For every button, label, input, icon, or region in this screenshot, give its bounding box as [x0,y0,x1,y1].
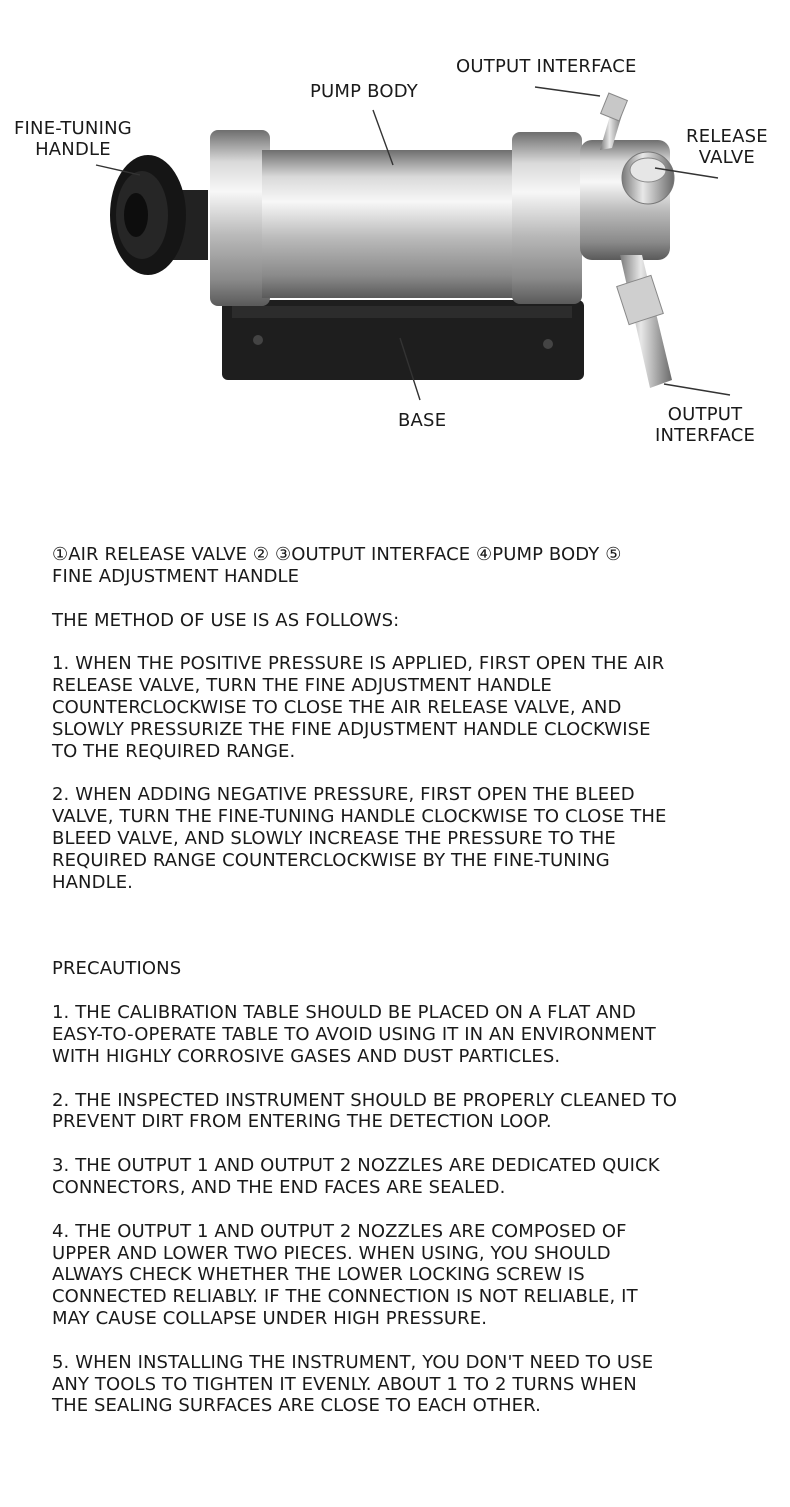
method-heading: THE METHOD OF USE IS AS FOLLOWS: [52,609,400,631]
method-step-1: 1. WHEN THE POSITIVE PRESSURE IS APPLIED, FIRST OPEN THE AIR RELEASE VALVE, TURN THE FINE ADJUSTMENT HANDLE COUNTERCLOCKWISE TO CLOSE THE AIR RELEASE VALVE, AND SLOWLY PRESSURIZE THE FINE ADJUSTMENT HANDLE CLOCKWISE TO THE REQUIRED RANGE. [52,653,665,762]
release-valve [622,152,674,204]
output-nozzle-bottom [617,255,672,388]
label-base: BASE [398,410,447,431]
fine-tuning-knob [110,155,208,275]
method-step-2: 2. WHEN ADDING NEGATIVE PRESSURE, FIRST OPEN THE BLEED VALVE, TURN THE FINE-TUNING HANDLE CLOCKWISE TO CLOSE THE BLEED VALVE, AND SLOWLY INCREASE THE PRESSURE TO THE REQUIRED RANGE COUNTERCLOCKWISE BY THE FINE-TUNING HANDLE. [52,784,667,893]
label-fine-tuning-handle: FINE-TUNING HANDLE [14,118,132,160]
pump-diagram [0,0,790,480]
precaution-5: 5. WHEN INSTALLING THE INSTRUMENT, YOU DON'T NEED TO USE ANY TOOLS TO TIGHTEN IT EVENLY. ABOUT 1 TO 2 TURNS WHEN THE SEALING SURFACES ARE CLOSE TO EACH OTHER. [52,1351,654,1417]
parts-legend: ①AIR RELEASE VALVE ② ③OUTPUT INTERFACE ④PUMP BODY ⑤ FINE ADJUSTMENT HANDLE [52,544,622,587]
label-pump-body: PUMP BODY [310,81,419,102]
label-output-interface-top: OUTPUT INTERFACE [456,56,637,77]
label-output-interface-bottom: OUTPUT INTERFACE [655,404,756,446]
precaution-2: 2. THE INSPECTED INSTRUMENT SHOULD BE PROPERLY CLEANED TO PREVENT DIRT FROM ENTERING THE DETECTION LOOP. [52,1089,677,1133]
instructions-text [52,544,742,1417]
label-release-valve: RELEASE VALVE [686,126,768,168]
pump-body-cylinder [210,130,670,306]
precaution-1: 1. THE CALIBRATION TABLE SHOULD BE PLACED ON A FLAT AND EASY-TO-OPERATE TABLE TO AVOID USING IT IN AN ENVIRONMENT WITH HIGHLY CORROSIVE GASES AND DUST PARTICLES. [52,1002,656,1067]
precaution-4: 4. THE OUTPUT 1 AND OUTPUT 2 NOZZLES ARE COMPOSED OF UPPER AND LOWER TWO PIECES. WHEN USING, YOU SHOULD ALWAYS CHECK WHETHER THE LOWER LOCKING SCREW IS CONNECTED RELIABLY. IF THE CONNECTION IS NOT RELIABLE, IT MAY CAUSE COLLAPSE UNDER HIGH PRESSURE. [52,1220,638,1329]
precaution-3: 3. THE OUTPUT 1 AND OUTPUT 2 NOZZLES ARE DEDICATED QUICK CONNECTORS, AND THE END FACES ARE SEALED. [52,1155,660,1198]
base-block [222,300,584,380]
precautions-heading: PRECAUTIONS [52,958,182,980]
